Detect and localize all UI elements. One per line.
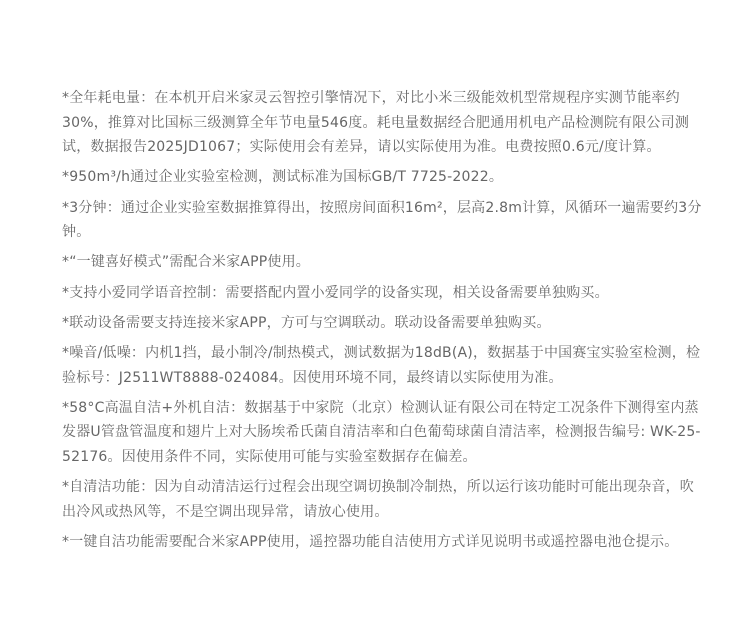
footnote-one-key-cleaning: *一键自洁功能需要配合米家APP使用，遥控器功能自洁使用方式详见说明书或遥控器电池仓提示。: [62, 533, 679, 550]
footnote-preference-mode: *“一键喜好模式”需配合米家APP使用。: [62, 254, 310, 271]
footnote-noise: *噪音/低噪：内机1挡，最小制冷/制热模式，测试数据为18dB(A)，数据基于中国赛宝实验室检测，检验标号：J2511WT8888-024084。因使用环境不同，最终请以实际使用为准。: [62, 344, 701, 386]
footnote-air-cycle: *3分钟：通过企业实验室数据推算得出，按照房间面积16m²，层高2.8m计算，风循环一遍需要约3分钟。: [62, 199, 702, 241]
footnote-airflow: *950m³/h通过企业实验室检测，测试标准为国标GB/T 7725-2022。: [62, 169, 504, 186]
footnote-annual-power: *全年耗电量：在本机开启米家灵云智控引擎情况下，对比小米三级能效机型常规程序实测节能率约30%，推算对比国标三级测算全年节电量546度。耗电量数据经合肥通用机电产品检测院有限公司测试，数据报告2025JD1067；实际使用会有差异，请以实际使用为准。电费按照0.6元/度计算。: [62, 90, 690, 156]
footnote-linked-devices: *联动设备需要支持连接米家APP，方可与空调联动。联动设备需要单独购买。: [62, 314, 551, 331]
footnote-list: [62, 86, 702, 560]
footnote-self-cleaning: *自清洁功能：因为自动清洁运行过程会出现空调切换制冷制热，所以运行该功能时可能出现杂音，吹出冷风或热风等，不是空调出现异常，请放心使用。: [62, 479, 694, 520]
footnote-voice-control: *支持小爱同学语音控制：需要搭配内置小爱同学的设备实现，相关设备需要单独购买。: [62, 284, 609, 301]
footnote-high-temp-cleaning: *58°C高温自洁+外机自洁：数据基于中家院（北京）检测认证有限公司在特定工况条件下测得室内蒸发器U管盘管温度和翅片上对大肠埃希氏菌自清洁率和白色葡萄球菌自清洁率，检测报告编号: WK-25-52176。因使用条件不同，实际使用可能与实验室数据存在偏差。: [62, 399, 701, 465]
